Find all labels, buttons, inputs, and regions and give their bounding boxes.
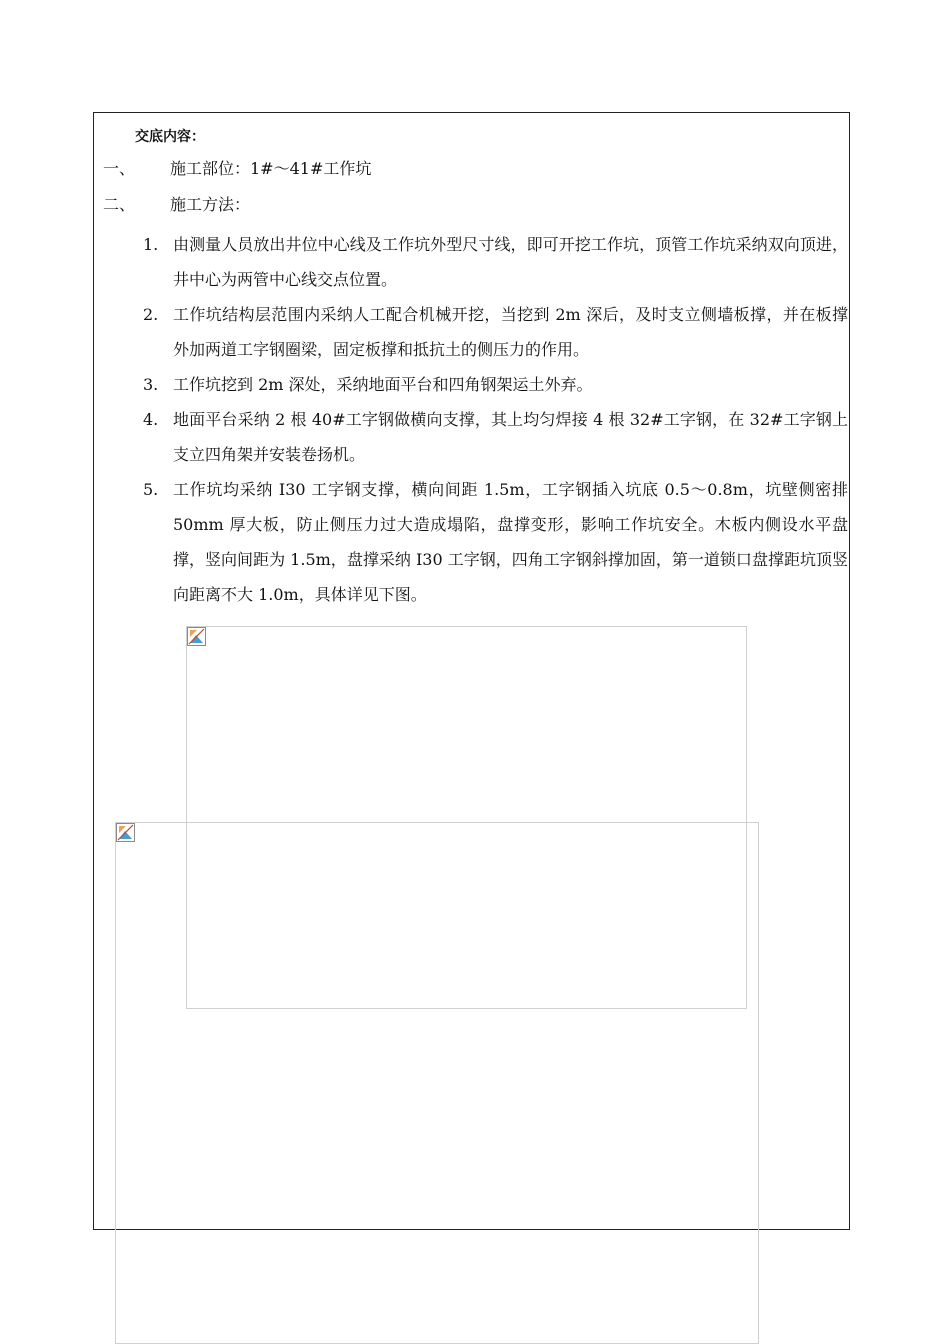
section-text: 施工方法： <box>170 195 251 214</box>
section-number: 一、 <box>103 159 136 178</box>
list-item <box>143 402 848 472</box>
item-text: 工作坑结构层范围内采纳人工配合机械开挖，当挖到 2m 深后，及时支立侧墙板撑，并在板撑外加两道工字钢圈梁，固定板撑和抵抗土的侧压力的作用。 <box>173 305 848 359</box>
broken-image-icon <box>116 823 135 842</box>
item-number: 1. <box>143 235 159 254</box>
diagram-image-placeholder <box>115 822 759 1344</box>
item-number: 3. <box>143 375 159 394</box>
item-number: 2. <box>143 305 159 324</box>
method-list <box>143 227 848 612</box>
section-number: 二、 <box>103 195 136 214</box>
section-text: 施工部位：1#～41#工作坑 <box>170 159 372 178</box>
list-item <box>143 297 848 367</box>
item-number: 4. <box>143 410 159 429</box>
item-number: 5. <box>143 480 159 499</box>
item-text: 由测量人员放出井位中心线及工作坑外型尺寸线，即可开挖工作坑，顶管工作坑采纳双向顶进，井中心为两管中心线交点位置。 <box>173 235 848 289</box>
section-construction-method <box>103 194 250 216</box>
broken-image-icon <box>187 627 206 646</box>
item-text: 地面平台采纳 2 根 40#工字钢做横向支撑，其上均匀焊接 4 根 32#工字钢，在 32#工字钢上支立四角架并安装卷扬机。 <box>173 410 848 464</box>
list-item <box>143 367 848 402</box>
section-construction-location <box>103 158 371 180</box>
list-item <box>143 227 848 297</box>
item-text: 工作坑均采纳 I30 工字钢支撑，横向间距 1.5m，工字钢插入坑底 0.5～0.8m，坑壁侧密排 50mm 厚大板，防止侧压力过大造成塌陷，盘撑变形，影响工作坑安全。木板内侧设水平盘撑，竖向间距为 1.5m，盘撑采纳 I30 工字钢，四角工字钢斜撑加固，第一道锁口盘撑距坑顶竖向距离不大 1.0m，具体详见下图。 <box>173 480 848 604</box>
item-text: 工作坑挖到 2m 深处，采纳地面平台和四角钢架运土外弃。 <box>173 375 593 394</box>
content-heading: 交底内容： <box>135 129 205 145</box>
list-item <box>143 472 848 612</box>
